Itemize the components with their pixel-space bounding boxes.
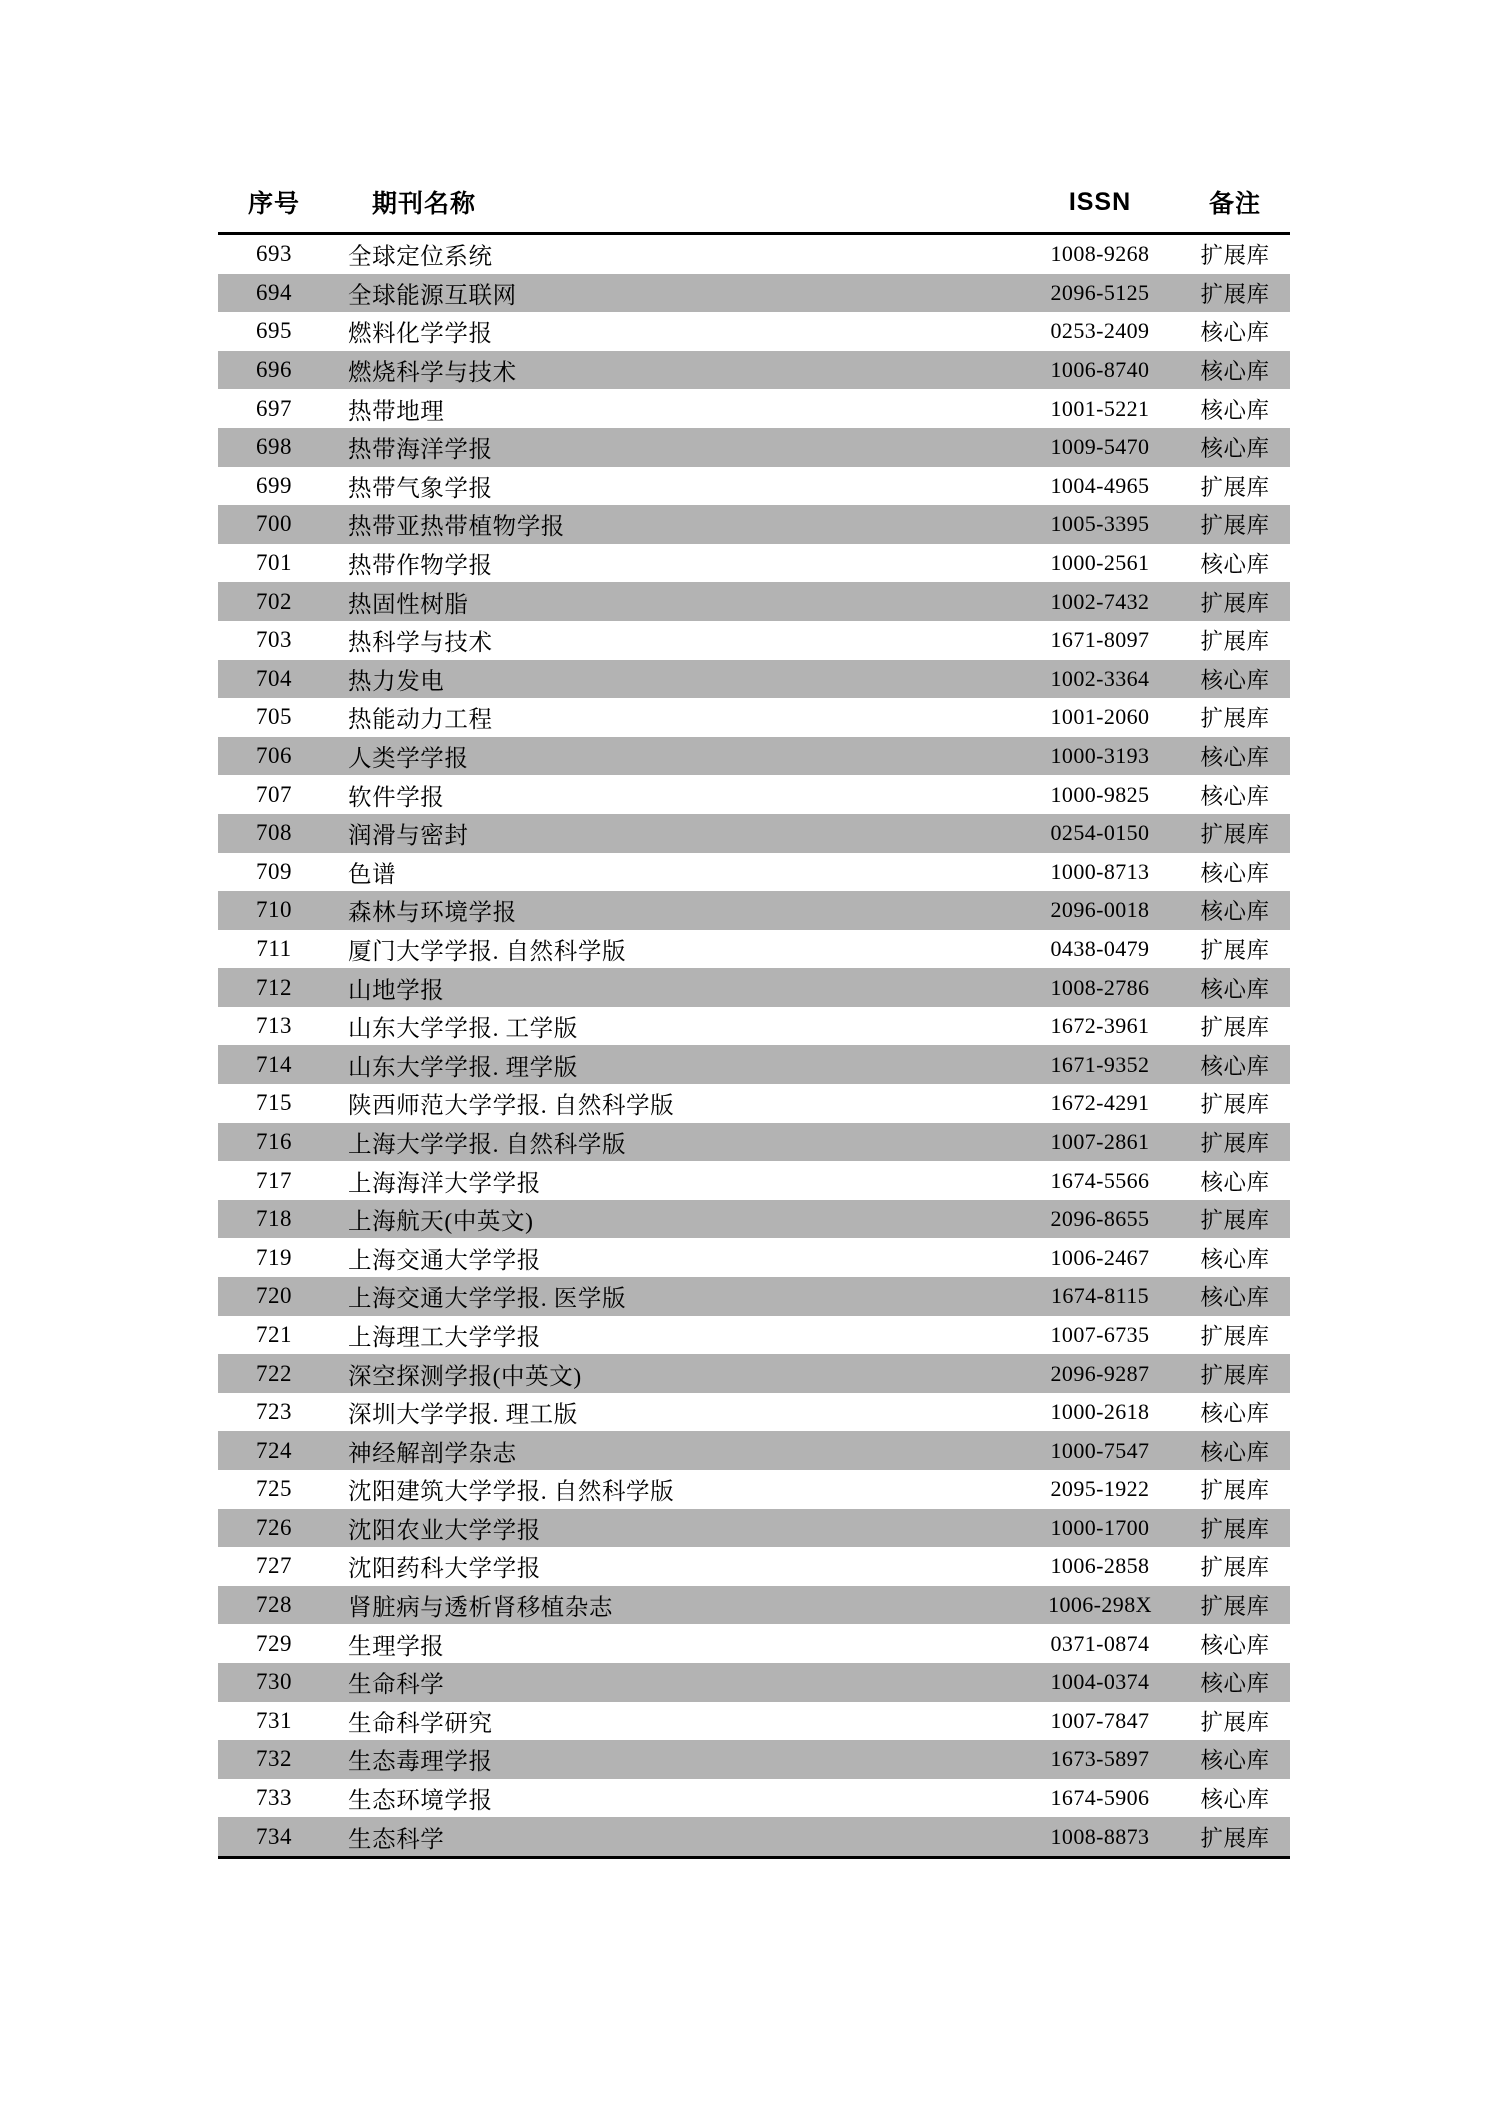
cell-journal-name: 燃烧科学与技术 [330, 351, 1020, 390]
table-header [218, 178, 1290, 234]
table-row [218, 428, 1290, 467]
cell-note: 核心库 [1200, 397, 1270, 423]
cell-note: 扩展库 [1180, 1817, 1290, 1857]
cell-issn: 0438-0479 [1050, 935, 1150, 961]
cell-issn: 2095-1922 [1050, 1476, 1150, 1502]
cell-no: 710 [218, 891, 330, 930]
table-row [218, 814, 1290, 853]
table-row [218, 1431, 1290, 1470]
cell-journal-name: 陕西师范大学学报. 自然科学版 [348, 1093, 675, 1120]
cell-no: 733 [256, 1785, 292, 1811]
cell-issn: 1006-298X [1020, 1586, 1180, 1625]
cell-issn: 2096-5125 [1020, 274, 1180, 313]
cell-note: 核心库 [1180, 1277, 1290, 1316]
cell-journal-name: 上海大学学报. 自然科学版 [330, 1123, 1020, 1162]
column-header-no: 序号 [218, 178, 330, 234]
cell-no: 701 [256, 550, 292, 576]
cell-note: 扩展库 [1200, 1323, 1270, 1349]
cell-issn: 1671-8097 [1050, 627, 1150, 653]
table-row [218, 467, 1290, 506]
cell-journal-name: 上海交通大学学报 [348, 1247, 541, 1274]
cell-issn: 0254-0150 [1020, 814, 1180, 853]
cell-issn: 1007-6735 [1050, 1321, 1150, 1347]
cell-issn: 1671-9352 [1020, 1045, 1180, 1084]
cell-journal-name: 全球定位系统 [348, 244, 493, 271]
cell-journal-name: 色谱 [348, 861, 397, 888]
table-row [218, 1200, 1290, 1239]
cell-issn: 1007-2861 [1020, 1123, 1180, 1162]
cell-no: 704 [218, 660, 330, 699]
cell-no: 712 [218, 968, 330, 1007]
cell-journal-name: 热固性树脂 [330, 582, 1020, 621]
cell-note: 核心库 [1200, 860, 1270, 886]
table-row [218, 1045, 1290, 1084]
cell-note: 扩展库 [1180, 274, 1290, 313]
cell-note: 扩展库 [1180, 1586, 1290, 1625]
cell-issn: 1009-5470 [1020, 428, 1180, 467]
table-row [218, 312, 1290, 351]
cell-journal-name: 山东大学学报. 理学版 [330, 1045, 1020, 1084]
table-row [218, 1663, 1290, 1702]
cell-journal-name: 全球能源互联网 [330, 274, 1020, 313]
table-row [218, 1740, 1290, 1779]
table-row [218, 582, 1290, 621]
cell-journal-name: 生态科学 [330, 1817, 1020, 1857]
cell-no: 711 [256, 935, 292, 961]
table-row [218, 544, 1290, 583]
cell-journal-name: 热带地理 [348, 398, 445, 425]
cell-no: 718 [218, 1200, 330, 1239]
column-header-note: 备注 [1180, 178, 1290, 234]
cell-no: 734 [218, 1817, 330, 1857]
table-row [218, 1817, 1290, 1857]
table-row [218, 1547, 1290, 1586]
table-row [218, 1702, 1290, 1741]
cell-note: 核心库 [1180, 1431, 1290, 1470]
cell-issn: 1672-4291 [1050, 1090, 1150, 1116]
cell-no: 693 [256, 241, 292, 267]
table-row [218, 698, 1290, 737]
cell-no: 698 [218, 428, 330, 467]
cell-note: 扩展库 [1200, 1478, 1270, 1504]
table-row [218, 1586, 1290, 1625]
cell-no: 695 [256, 318, 292, 344]
cell-journal-name: 厦门大学学报. 自然科学版 [348, 938, 627, 965]
cell-note: 扩展库 [1200, 937, 1270, 963]
cell-no: 728 [218, 1586, 330, 1625]
table-row [218, 505, 1290, 544]
cell-note: 核心库 [1180, 1663, 1290, 1702]
cell-journal-name: 肾脏病与透析肾移植杂志 [330, 1586, 1020, 1625]
table-row [218, 351, 1290, 390]
cell-issn: 0253-2409 [1050, 318, 1150, 344]
cell-journal-name: 上海海洋大学学报 [348, 1170, 541, 1197]
table-row [218, 968, 1290, 1007]
cell-note: 核心库 [1180, 351, 1290, 390]
cell-note: 扩展库 [1180, 1123, 1290, 1162]
table-row [218, 737, 1290, 776]
table-row [218, 1354, 1290, 1393]
cell-issn: 2096-9287 [1020, 1354, 1180, 1393]
cell-journal-name: 上海理工大学学报 [348, 1324, 541, 1351]
cell-no: 717 [256, 1167, 292, 1193]
cell-journal-name: 生命科学研究 [348, 1710, 493, 1737]
cell-issn: 2096-0018 [1020, 891, 1180, 930]
cell-note: 核心库 [1200, 783, 1270, 809]
cell-no: 714 [218, 1045, 330, 1084]
cell-journal-name: 燃料化学学报 [348, 321, 493, 348]
cell-note: 扩展库 [1180, 814, 1290, 853]
table-row [218, 1470, 1290, 1509]
cell-note: 核心库 [1200, 1632, 1270, 1658]
cell-journal-name: 热带气象学报 [348, 475, 493, 502]
cell-no: 720 [218, 1277, 330, 1316]
cell-note: 核心库 [1180, 428, 1290, 467]
cell-note: 核心库 [1200, 1401, 1270, 1427]
cell-no: 719 [256, 1244, 292, 1270]
cell-issn: 1002-7432 [1020, 582, 1180, 621]
cell-issn: 1674-8115 [1020, 1277, 1180, 1316]
cell-no: 725 [256, 1476, 292, 1502]
table-row [218, 930, 1290, 969]
table-row [218, 274, 1290, 313]
journal-table-container [218, 178, 1290, 1859]
cell-no: 705 [256, 704, 292, 730]
table-row [218, 891, 1290, 930]
cell-no: 700 [218, 505, 330, 544]
cell-issn: 1000-1700 [1020, 1509, 1180, 1548]
table-row [218, 775, 1290, 814]
table-row [218, 1277, 1290, 1316]
cell-issn: 1008-9268 [1050, 241, 1150, 267]
cell-no: 706 [218, 737, 330, 776]
cell-issn: 1004-0374 [1020, 1663, 1180, 1702]
cell-issn: 1674-5906 [1050, 1785, 1150, 1811]
cell-issn: 1002-3364 [1020, 660, 1180, 699]
table-row [218, 1393, 1290, 1432]
cell-journal-name: 山地学报 [330, 968, 1020, 1007]
table-row [218, 1007, 1290, 1046]
table-row [218, 1161, 1290, 1200]
cell-no: 703 [256, 627, 292, 653]
table-body [218, 234, 1290, 1858]
cell-no: 702 [218, 582, 330, 621]
cell-no: 708 [218, 814, 330, 853]
table-row [218, 1316, 1290, 1355]
cell-journal-name: 生命科学 [330, 1663, 1020, 1702]
cell-no: 732 [218, 1740, 330, 1779]
cell-journal-name: 沈阳农业大学学报 [330, 1509, 1020, 1548]
table-row [218, 1779, 1290, 1818]
cell-issn: 1000-7547 [1020, 1431, 1180, 1470]
cell-journal-name: 上海交通大学学报. 医学版 [330, 1277, 1020, 1316]
cell-note: 核心库 [1200, 320, 1270, 346]
table-row [218, 1624, 1290, 1663]
cell-journal-name: 上海航天(中英文) [330, 1200, 1020, 1239]
cell-note: 核心库 [1200, 1787, 1270, 1813]
cell-no: 709 [256, 858, 292, 884]
cell-note: 扩展库 [1200, 1709, 1270, 1735]
cell-no: 722 [218, 1354, 330, 1393]
cell-note: 核心库 [1180, 891, 1290, 930]
cell-no: 727 [256, 1553, 292, 1579]
cell-journal-name: 热带作物学报 [348, 553, 493, 580]
cell-no: 724 [218, 1431, 330, 1470]
cell-issn: 1674-5566 [1050, 1167, 1150, 1193]
cell-note: 扩展库 [1180, 582, 1290, 621]
cell-note: 核心库 [1180, 968, 1290, 1007]
cell-no: 730 [218, 1663, 330, 1702]
cell-journal-name: 生态毒理学报 [330, 1740, 1020, 1779]
cell-no: 707 [256, 781, 292, 807]
table-header-row [218, 178, 1290, 234]
cell-journal-name: 热带海洋学报 [330, 428, 1020, 467]
cell-journal-name: 神经解剖学杂志 [330, 1431, 1020, 1470]
cell-journal-name: 深圳大学学报. 理工版 [348, 1402, 578, 1429]
cell-no: 697 [256, 395, 292, 421]
cell-issn: 1006-8740 [1020, 351, 1180, 390]
cell-issn: 1006-2467 [1050, 1244, 1150, 1270]
cell-no: 723 [256, 1399, 292, 1425]
cell-journal-name: 沈阳药科大学学报 [348, 1556, 541, 1583]
journal-table [218, 178, 1290, 1859]
cell-issn: 1000-8713 [1050, 858, 1150, 884]
cell-issn: 1000-2561 [1050, 550, 1150, 576]
cell-issn: 2096-8655 [1020, 1200, 1180, 1239]
cell-no: 726 [218, 1509, 330, 1548]
cell-issn: 1005-3395 [1020, 505, 1180, 544]
table-row [218, 234, 1290, 274]
cell-journal-name: 人类学学报 [330, 737, 1020, 776]
cell-no: 715 [256, 1090, 292, 1116]
cell-issn: 1672-3961 [1050, 1013, 1150, 1039]
cell-note: 核心库 [1180, 1740, 1290, 1779]
cell-note: 扩展库 [1180, 1509, 1290, 1548]
cell-note: 扩展库 [1200, 1555, 1270, 1581]
cell-no: 713 [256, 1013, 292, 1039]
table-row [218, 1238, 1290, 1277]
cell-journal-name: 润滑与密封 [330, 814, 1020, 853]
cell-journal-name: 深空探测学报(中英文) [330, 1354, 1020, 1393]
cell-issn: 1000-2618 [1050, 1399, 1150, 1425]
cell-no: 729 [256, 1630, 292, 1656]
cell-journal-name: 生理学报 [348, 1633, 445, 1660]
table-row [218, 1084, 1290, 1123]
cell-note: 核心库 [1180, 660, 1290, 699]
table-row [218, 853, 1290, 892]
cell-note: 核心库 [1200, 1169, 1270, 1195]
cell-issn: 1001-5221 [1050, 395, 1150, 421]
cell-journal-name: 沈阳建筑大学学报. 自然科学版 [348, 1479, 675, 1506]
cell-note: 核心库 [1200, 1246, 1270, 1272]
table-row [218, 621, 1290, 660]
cell-note: 扩展库 [1200, 1092, 1270, 1118]
cell-note: 核心库 [1180, 737, 1290, 776]
table-row [218, 660, 1290, 699]
cell-note: 扩展库 [1180, 1354, 1290, 1393]
cell-issn: 1008-2786 [1020, 968, 1180, 1007]
cell-note: 扩展库 [1200, 1015, 1270, 1041]
cell-note: 扩展库 [1180, 505, 1290, 544]
cell-journal-name: 软件学报 [348, 784, 445, 811]
cell-issn: 1673-5897 [1020, 1740, 1180, 1779]
cell-issn: 1001-2060 [1050, 704, 1150, 730]
table-row [218, 389, 1290, 428]
cell-note: 核心库 [1200, 552, 1270, 578]
table-row [218, 1123, 1290, 1162]
cell-issn: 1007-7847 [1050, 1707, 1150, 1733]
cell-journal-name: 热科学与技术 [348, 630, 493, 657]
cell-note: 扩展库 [1180, 1200, 1290, 1239]
cell-journal-name: 热能动力工程 [348, 707, 493, 734]
cell-note: 核心库 [1180, 1045, 1290, 1084]
cell-issn: 1000-3193 [1020, 737, 1180, 776]
cell-note: 扩展库 [1200, 706, 1270, 732]
cell-journal-name: 热带亚热带植物学报 [330, 505, 1020, 544]
column-header-name: 期刊名称 [330, 178, 1020, 234]
cell-issn: 1006-2858 [1050, 1553, 1150, 1579]
cell-no: 696 [218, 351, 330, 390]
cell-issn: 0371-0874 [1050, 1630, 1150, 1656]
cell-no: 699 [256, 472, 292, 498]
cell-issn: 1004-4965 [1050, 472, 1150, 498]
column-header-issn: ISSN [1020, 178, 1180, 234]
cell-note: 扩展库 [1200, 629, 1270, 655]
cell-no: 694 [218, 274, 330, 313]
cell-issn: 1000-9825 [1050, 781, 1150, 807]
cell-journal-name: 生态环境学报 [348, 1788, 493, 1815]
cell-journal-name: 山东大学学报. 工学版 [348, 1016, 578, 1043]
cell-note: 扩展库 [1200, 474, 1270, 500]
cell-note: 扩展库 [1200, 243, 1270, 269]
cell-issn: 1008-8873 [1020, 1817, 1180, 1857]
cell-no: 731 [256, 1707, 292, 1733]
cell-journal-name: 热力发电 [330, 660, 1020, 699]
cell-no: 716 [218, 1123, 330, 1162]
cell-journal-name: 森林与环境学报 [330, 891, 1020, 930]
table-row [218, 1509, 1290, 1548]
cell-no: 721 [256, 1321, 292, 1347]
